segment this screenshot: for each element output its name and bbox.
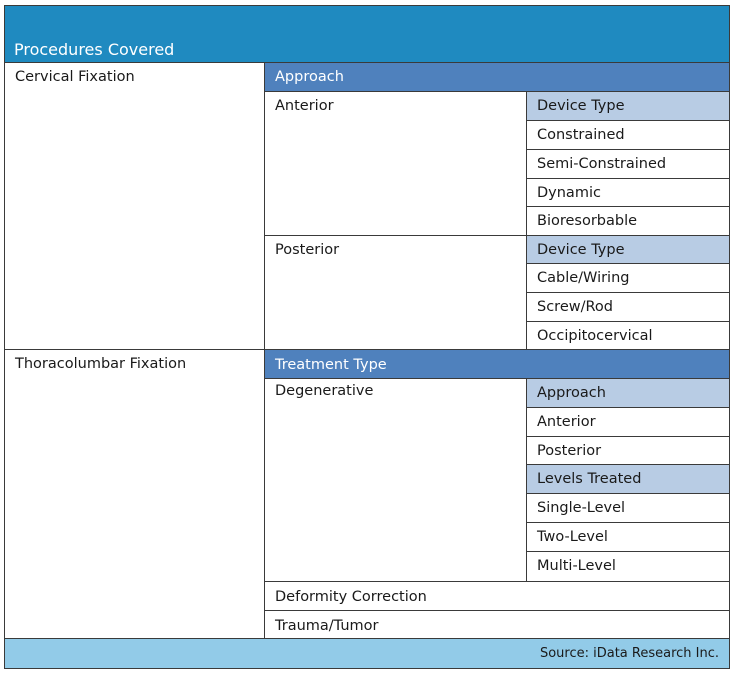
anterior-device-type-header <box>526 91 729 120</box>
deformity-correction-label: Deformity Correction <box>275 589 427 605</box>
approach-item: Anterior <box>537 414 596 430</box>
source-footer <box>5 638 729 668</box>
source-text: Source: iData Research Inc. <box>539 646 719 661</box>
levels-treated-label: Levels Treated <box>537 471 642 487</box>
list-item <box>526 407 729 436</box>
degenerative-cell <box>264 378 526 581</box>
thoracolumbar-fixation-label: Thoracolumbar Fixation <box>15 356 187 372</box>
cervical-posterior-cell <box>264 235 526 349</box>
degenerative-label: Degenerative <box>275 383 374 399</box>
device-type-item: Cable/Wiring <box>537 270 630 286</box>
list-item <box>526 321 729 349</box>
table-title-bar <box>5 6 729 62</box>
degenerative-approach-header <box>526 378 729 407</box>
device-type-item: Dynamic <box>537 185 601 201</box>
cervical-anterior-label: Anterior <box>275 98 334 114</box>
approach-item: Posterior <box>537 443 602 459</box>
list-item <box>526 206 729 235</box>
list-item <box>526 178 729 206</box>
levels-treated-header <box>526 464 729 493</box>
degenerative-approach-label: Approach <box>537 385 606 401</box>
treatment-type-header-label: Treatment Type <box>275 357 387 373</box>
list-item <box>526 292 729 321</box>
cervical-approach-header-label: Approach <box>275 69 344 85</box>
list-item <box>526 522 729 551</box>
list-item <box>526 493 729 522</box>
device-type-item: Constrained <box>537 127 625 143</box>
levels-item: Multi-Level <box>537 558 616 574</box>
list-item <box>526 436 729 464</box>
thoracolumbar-fixation-cell <box>5 349 264 638</box>
levels-item: Two-Level <box>537 529 608 545</box>
cervical-fixation-label: Cervical Fixation <box>15 69 135 85</box>
treatment-type-header <box>264 349 729 378</box>
device-type-item: Bioresorbable <box>537 213 638 229</box>
device-type-item: Semi-Constrained <box>537 156 667 172</box>
list-item <box>526 120 729 149</box>
cervical-anterior-cell <box>264 91 526 235</box>
trauma-tumor-label: Trauma/Tumor <box>275 618 379 634</box>
device-type-item: Screw/Rod <box>537 299 613 315</box>
anterior-device-type-label: Device Type <box>537 98 625 114</box>
procedures-table <box>4 5 730 669</box>
posterior-device-type-label: Device Type <box>537 242 625 258</box>
levels-item: Single-Level <box>537 500 626 516</box>
posterior-device-type-header <box>526 235 729 263</box>
table-title: Procedures Covered <box>14 40 175 59</box>
list-item <box>526 263 729 292</box>
device-type-item: Occipitocervical <box>537 328 653 344</box>
list-item <box>526 149 729 178</box>
trauma-tumor-cell <box>264 610 729 638</box>
list-item <box>526 551 729 581</box>
cervical-fixation-cell <box>5 62 264 349</box>
deformity-correction-cell <box>264 581 729 610</box>
cervical-approach-header <box>264 62 729 91</box>
cervical-posterior-label: Posterior <box>275 242 340 258</box>
